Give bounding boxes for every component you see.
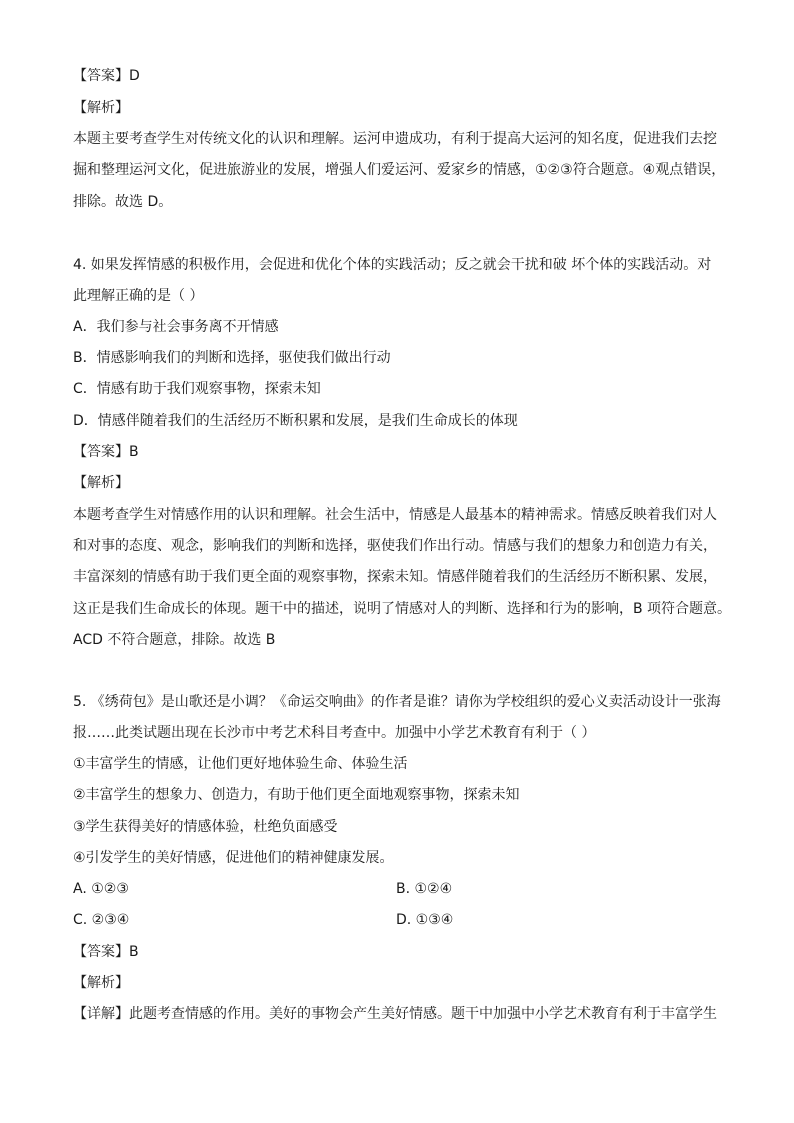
answer-value: B [129,444,139,460]
q4-stem-line: 4. 如果发挥情感的积极作用，会促进和优化个体的实践活动；反之就会干扰和破 坏个体的实践活动。对 [73,257,712,273]
q3-analysis-line: 本题主要考查学生对传统文化的认识和理解。运河申遗成功，有利于提高大运河的知名度，促进我们去挖 [73,131,717,147]
detail-tag: 【详解】 [73,1006,129,1022]
q4-option-b: B．情感影响我们的判断和选择，驱使我们做出行动 [73,350,391,366]
q4-analysis-line: 丰富深刻的情感有助于我们更全面的观察事物，探索未知。情感伴随着我们的生活经历不断积累、发展， [73,569,717,585]
q5-stem-line: 报……此类试题出现在长沙市中考艺术科目考查中。加强中小学艺术教育有利于（ ） [73,725,596,741]
q4-stem-line: 此理解正确的是（ ） [73,288,204,304]
q4-analysis-line: 本题考查学生对情感作用的认识和理解。社会生活中，情感是人最基本的精神需求。情感反映着我们对人 [73,507,717,523]
q4-analysis-line: 这正是我们生命成长的体现。题干中的描述，说明了情感对人的判断、选择和行为的影响，B 项符合题意。 [73,601,732,617]
q5-statement: ④引发学生的美好情感，促进他们的精神健康发展。 [73,850,394,866]
q5-detail [73,1005,717,1023]
answer-value: D [129,68,140,84]
q5-statement: ③学生获得美好的情感体验，杜绝负面感受 [73,819,338,835]
q5-option-a: A. ①②③ [73,881,129,897]
q3-analysis-tag: 【解析】 [73,100,129,116]
q5-answer [73,943,139,961]
detail-text: 此题考查情感的作用。美好的事物会产生美好情感。题干中加强中小学艺术教育有利于丰富学生 [129,1006,717,1022]
q5-stem-line: 5. 《绣荷包》是山歌还是小调？《命运交响曲》的作者是谁？请你为学校组织的爱心义卖活动设计一张海 [73,694,721,710]
q5-option-c: C. ②③④ [73,912,130,928]
q5-statement: ②丰富学生的想象力、创造力，有助于他们更全面地观察事物，探索未知 [73,787,520,803]
answer-value: B [129,944,139,960]
answer-tag: 【答案】 [73,68,129,84]
q3-answer [73,67,140,85]
answer-tag: 【答案】 [73,944,129,960]
q4-analysis-line: 和对事的态度、观念，影响我们的判断和选择，驱使我们作出行动。情感与我们的想象力和创造力有关， [73,538,717,554]
answer-tag: 【答案】 [73,444,129,460]
q5-statement: ①丰富学生的情感，让他们更好地体验生命、体验生活 [73,756,408,772]
q5-option-d: D. ①③④ [396,912,454,928]
q4-option-a: A．我们参与社会事务离不开情感 [73,319,279,335]
q5-option-b: B. ①②④ [396,881,453,897]
q3-analysis-line: 排除。故选 D。 [73,194,173,210]
q4-option-c: C．情感有助于我们观察事物，探索未知 [73,381,321,397]
q4-analysis-line: ACD 不符合题意，排除。故选 B [73,632,276,648]
q4-answer [73,443,139,461]
q4-analysis-tag: 【解析】 [73,475,129,491]
q5-analysis-tag: 【解析】 [73,975,129,991]
q3-analysis-line: 掘和整理运河文化，促进旅游业的发展，增强人们爱运河、爱家乡的情感，①②③符合题意。④观点错误， [73,162,726,178]
q4-option-d: D．情感伴随着我们的生活经历不断积累和发展，是我们生命成长的体现 [73,413,518,429]
